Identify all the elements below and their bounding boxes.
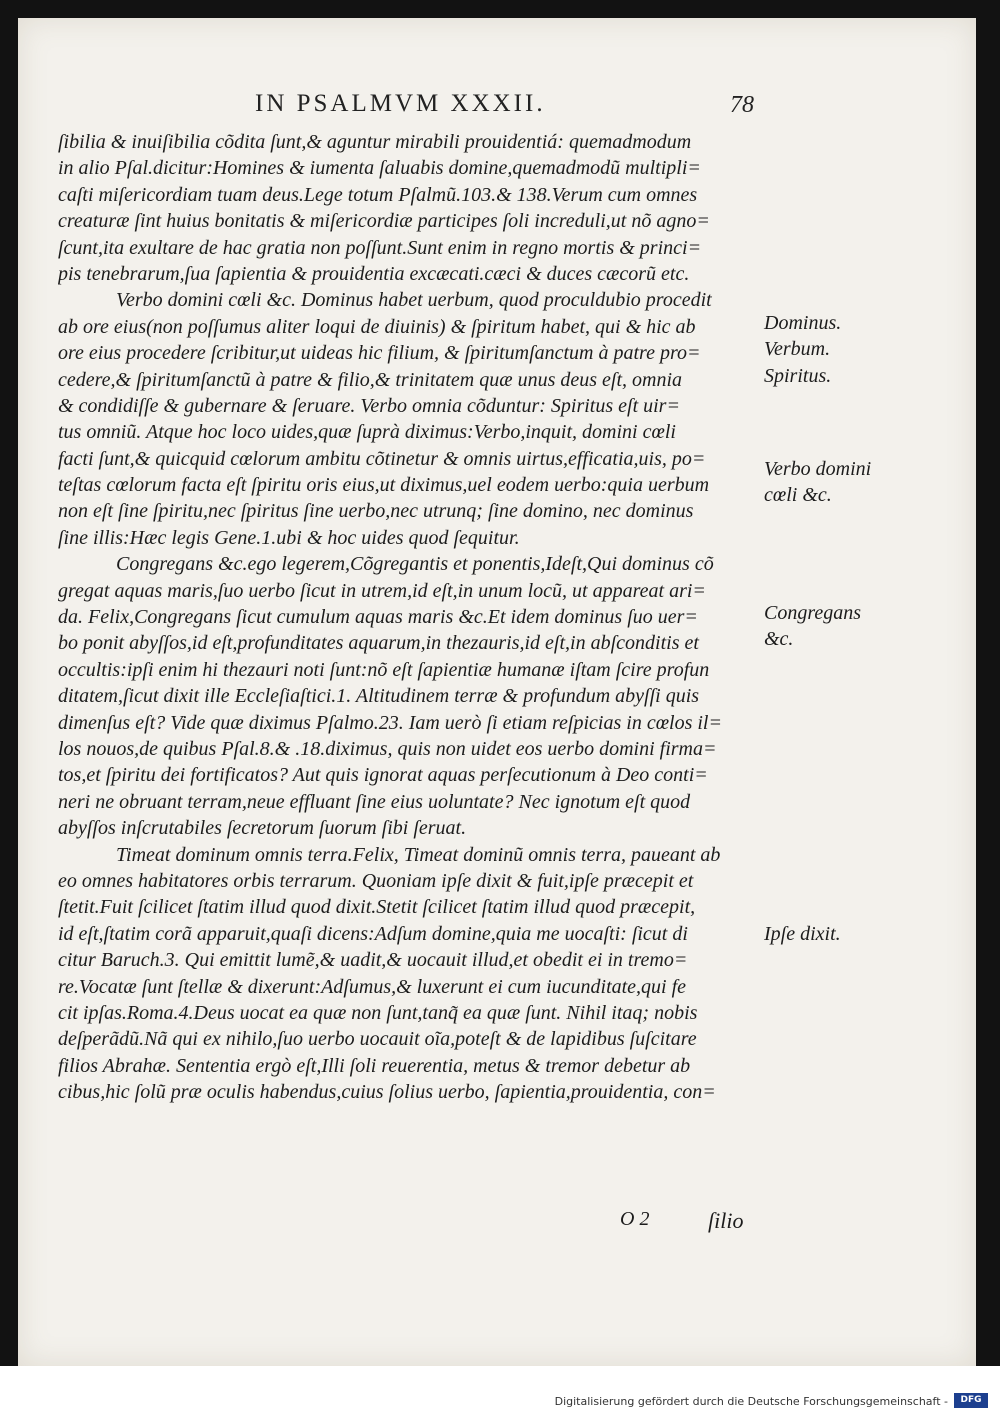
page-header <box>18 18 976 128</box>
text-line: ſine illis:Hæc legis Gene.1.ubi & hoc uides quod ſequitur. <box>58 526 520 549</box>
margin-note-congregans <box>764 600 861 653</box>
text-line: cit ipſas.Roma.4.Deus uocat ea quæ non ſunt,tanq̃ ea quæ ſunt. Nihil itaq; nobis <box>58 1001 698 1024</box>
text-line: abyſſos inſcrutabiles ſecretorum ſuorum ſibi ſeruat. <box>58 817 467 840</box>
digitization-credit: Digitalisierung gefördert durch die Deutsche Forschungsgemeinschaft - <box>554 1395 948 1408</box>
text-line: facti ſunt,& quicquid cœlorum ambitu cõtinetur & omnis uirtus,efficatia,uis, po= <box>58 447 706 470</box>
text-line: ore eius procedere ſcribitur,ut uideas hic filium, & ſpiritumſanctum à patre pro= <box>58 342 701 365</box>
margin-note-line: Spiritus. <box>764 364 832 387</box>
text-line: ſibilia & inuiſibilia cõdita ſunt,& aguntur mirabili prouidentiá: quemadmodum <box>58 131 692 153</box>
text-line: in alio Pſal.dicitur:Homines & iumenta ſaluabis domine,quemadmodũ multipli= <box>58 157 701 180</box>
main-text-column <box>58 129 762 1105</box>
text-line: gregat aquas maris,ſuo uerbo ſicut in utrem,id eſt,in unum locũ, ut appareat ari= <box>58 579 706 602</box>
text-line: dimenſus eſt? Vide quæ diximus Pſalmo.23. Iam uerò ſi etiam reſpicias in cœlos il= <box>58 711 722 734</box>
folio-number: 78 <box>730 92 754 118</box>
text-line: citur Baruch.3. Qui emittit lumẽ,& uadit,& uocauit illud,et obedit ei in tremo= <box>58 949 688 972</box>
text-line: caſti miſericordiam tuam deus.Lege totum Pſalmũ.103.& 138.Verum cum omnes <box>58 183 698 206</box>
text-line: tus omniũ. Atque hoc loco uides,quæ ſuprà diximus:Verbo,inquit, domini cœli <box>58 421 676 444</box>
signature-mark: O 2 <box>620 1208 650 1230</box>
margin-note-line: Verbo domini <box>764 458 872 480</box>
margin-note-line: cœli &c. <box>764 484 832 507</box>
text-line: filios Abrahæ. Sententia ergò eſt,Illi ſoli reuerentia, metus & tremor debetur ab <box>58 1054 691 1077</box>
text-line: occultis:ipſi enim hi thezauri noti ſunt:nõ eſt ſapientiæ humanæ iſtam ſcire profun <box>58 658 710 681</box>
dfg-logo: DFG <box>954 1393 988 1408</box>
margin-note-line: Congregans <box>764 602 862 624</box>
margin-note-verbo-domini <box>764 456 871 509</box>
text-line: bo ponit abyſſos,id eſt,profunditates aquarum,in thezauris,id eſt,in abſconditis et <box>58 632 699 655</box>
margin-note-dominus <box>764 310 841 389</box>
text-line: non eſt ſine ſpiritu,nec ſpiritus ſine uerbo,nec utrunq; ſine domino, nec dominus <box>58 500 694 523</box>
margin-note-line: Ipſe dixit. <box>764 923 841 945</box>
text-line: creaturæ ſint huius bonitatis & miſericordiæ participes ſoli increduli,ut nõ agno= <box>58 210 710 233</box>
text-line: Congregans &c.ego legerem,Cõgregantis et ponentis,Ideſt,Qui dominus cõ <box>116 553 714 576</box>
running-head: IN PSALMVM XXXII. <box>255 90 546 117</box>
text-line: ſtetit.Fuit ſcilicet ſtatim illud quod dixit.Stetit ſcilicet ſtatim illud quod præcepit, <box>58 896 696 919</box>
margin-note-line: &c. <box>764 628 794 651</box>
text-line: teſtas cœlorum facta eſt ſpiritu oris eius,ut diximus,uel eodem uerbo:quia uerbum <box>58 474 710 497</box>
text-line: tos,et ſpiritu dei fortificatos? Aut quis ignorat aquas perſecutionum à Deo conti= <box>58 764 708 787</box>
margin-note-line: Verbum. <box>764 338 831 361</box>
text-line: los nouos,de quibus Pſal.8.& .18.diximus, quis non uidet eos uerbo domini firma= <box>58 737 717 760</box>
text-line: neri ne obruant terram,neue effluant ſine eius uoluntate? Nec ignotum eſt quod <box>58 790 691 813</box>
page-footer <box>18 1208 976 1258</box>
credit-bar <box>0 1366 1000 1411</box>
text-line: ſcunt,ita exultare de hac gratia non poſſunt.Sunt enim in regno mortis & princi= <box>58 236 702 259</box>
text-line: deſperãdũ.Nã qui ex nihilo,ſuo uerbo uocauit oĩa,poteſt & de lapidibus ſuſcitare <box>58 1028 697 1051</box>
text-line: cibus,hic ſolũ præ oculis habendus,cuius ſolius uerbo, ſapientia,prouidentia, con= <box>58 1081 716 1104</box>
book-page <box>18 18 976 1366</box>
text-line: pis tenebrarum,ſua ſapientia & prouidentia excæcati.cæci & duces cæcorũ etc. <box>58 262 690 285</box>
text-line: da. Felix,Congregans ſicut cumulum aquas maris &c.Et idem dominus ſuo uer= <box>58 606 698 629</box>
margin-note-ipse-dixit <box>764 921 841 947</box>
text-line: re.Vocatæ ſunt ſtellæ & dixerunt:Adſumus,& luxerunt ei cum iucunditate,qui fe <box>58 975 687 998</box>
catchword: ſilio <box>708 1208 744 1233</box>
text-line: Timeat dominum omnis terra.Felix, Timeat dominũ omnis terra, paueant ab <box>116 843 721 866</box>
text-line: id eſt,ſtatim corã apparuit,quaſi dicens:Adſum domine,quia me uocaſti: ſicut di <box>58 922 688 945</box>
text-line: ab ore eius(non poſſumus aliter loqui de diuinis) & ſpiritum habet, qui & hic ab <box>58 315 696 338</box>
margin-note-line: Dominus. <box>764 312 842 334</box>
text-line: ditatem,ſicut dixit ille Eccleſiaſtici.1. Altitudinem terræ & profundum abyſſi quis <box>58 685 700 708</box>
text-line: cedere,& ſpiritumſanctũ à patre & filio,& trinitatem quæ unus deus eſt, omnia <box>58 368 683 391</box>
text-line: & condidiſſe & gubernare & ſeruare. Verbo omnia cõduntur: Spiritus eſt uir= <box>58 394 680 417</box>
text-line: eo omnes habitatores orbis terrarum. Quoniam ipſe dixit & fuit,ipſe præcepit et <box>58 869 694 892</box>
text-line: Verbo domini cœli &c. Dominus habet uerbum, quod proculdubio procedit <box>116 289 712 312</box>
